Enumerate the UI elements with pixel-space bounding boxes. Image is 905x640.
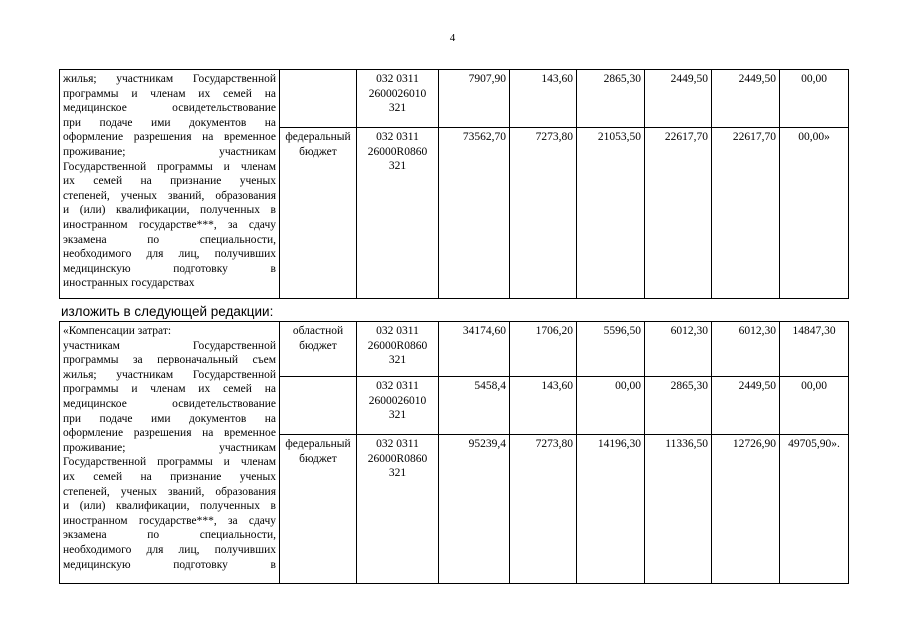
description-line: Государственной программы и членам [63, 160, 276, 173]
description-line: их семей на признание ученых [63, 175, 276, 188]
description-line: программы и членам их семей на [63, 383, 276, 396]
description-line: оформление разрешения на временное [63, 427, 276, 440]
value-cell: 143,60 [510, 377, 577, 435]
description-line: медицинское освидетельствование [63, 102, 276, 115]
value-cell: 6012,30 [645, 322, 712, 377]
source-cell: областной бюджет [280, 322, 357, 377]
description-line: оформление разрешения на временное [63, 131, 276, 144]
description-line: иностранном государстве***, за сдачу [63, 218, 276, 231]
description-line: медицинскую подготовку в [63, 262, 276, 275]
code-cell: 032 0311 2600026010 321 [357, 70, 439, 128]
value-cell: 11336,50 [645, 435, 712, 584]
description-line: экзамена по специальности, [63, 233, 276, 246]
code-cell: 032 0311 26000R0860 321 [357, 435, 439, 584]
value-cell: 1706,20 [510, 322, 577, 377]
description-line: проживание; участникам [63, 441, 276, 454]
source-cell: федеральный бюджет [280, 128, 357, 299]
value-cell: 21053,50 [577, 128, 645, 299]
code-cell: 032 0311 26000R0860 321 [357, 322, 439, 377]
description-line: их семей на признание ученых [63, 470, 276, 483]
value-cell: 2449,50 [712, 377, 780, 435]
value-cell: 5458,4 [439, 377, 510, 435]
value-cell: 00,00 [780, 377, 849, 435]
budget-table-old [59, 69, 849, 299]
value-cell: 49705,90». [780, 435, 849, 584]
value-cell: 2449,50 [645, 70, 712, 128]
value-cell: 22617,70 [645, 128, 712, 299]
value-cell: 95239,4 [439, 435, 510, 584]
description-line: степеней, ученых званий, образования [63, 189, 276, 202]
budget-table-new [59, 321, 849, 584]
description-line: медицинское освидетельствование [63, 397, 276, 410]
value-cell: 00,00 [577, 377, 645, 435]
description-line: проживание; участникам [63, 145, 276, 158]
code-cell: 032 0311 2600026010 321 [357, 377, 439, 435]
value-cell: 14847,30 [780, 322, 849, 377]
value-cell: 73562,70 [439, 128, 510, 299]
value-cell: 14196,30 [577, 435, 645, 584]
description-line: экзамена по специальности, [63, 529, 276, 542]
code-cell: 032 0311 26000R0860 321 [357, 128, 439, 299]
value-cell: 2865,30 [645, 377, 712, 435]
description-line: участникам Государственной [63, 339, 276, 352]
description-line: жилья; участникам Государственной [63, 368, 276, 381]
description-line: и (или) квалификации, полученных в [63, 204, 276, 217]
value-cell: 7273,80 [510, 128, 577, 299]
description-line: программы и членам их семей на [63, 87, 276, 100]
source-cell [280, 70, 357, 128]
description-line: при подаче ими документов на [63, 116, 276, 129]
table-row [60, 322, 849, 377]
transition-text: изложить в следующей редакции: [61, 304, 274, 319]
value-cell: 7907,90 [439, 70, 510, 128]
description-line: иностранном государстве***, за сдачу [63, 514, 276, 527]
value-cell: 5596,50 [577, 322, 645, 377]
description-line: при подаче ими документов на [63, 412, 276, 425]
value-cell: 00,00 [780, 70, 849, 128]
value-cell: 143,60 [510, 70, 577, 128]
table-row [60, 70, 849, 128]
value-cell: 12726,90 [712, 435, 780, 584]
value-cell: 34174,60 [439, 322, 510, 377]
description-line: медицинскую подготовку в [63, 558, 276, 571]
value-cell: 2449,50 [712, 70, 780, 128]
description-cell [60, 70, 280, 299]
description-line: и (или) квалификации, полученных в [63, 500, 276, 513]
description-line: Государственной программы и членам [63, 456, 276, 469]
value-cell: 22617,70 [712, 128, 780, 299]
description-line: иностранных государствах [63, 277, 195, 290]
page-number: 4 [449, 32, 456, 44]
value-cell: 2865,30 [577, 70, 645, 128]
source-cell [280, 377, 357, 435]
description-cell [60, 322, 280, 584]
value-cell: 6012,30 [712, 322, 780, 377]
description-line: необходимого для лиц, получивших [63, 248, 276, 261]
description-line: программы за первоначальный съем [63, 354, 276, 367]
description-line: необходимого для лиц, получивших [63, 543, 276, 556]
source-cell: федеральный бюджет [280, 435, 357, 584]
value-cell: 7273,80 [510, 435, 577, 584]
value-cell: 00,00» [780, 128, 849, 299]
description-line: «Компенсации затрат: [63, 325, 172, 337]
description-line: жилья; участникам Государственной [63, 73, 276, 85]
description-line: степеней, ученых званий, образования [63, 485, 276, 498]
